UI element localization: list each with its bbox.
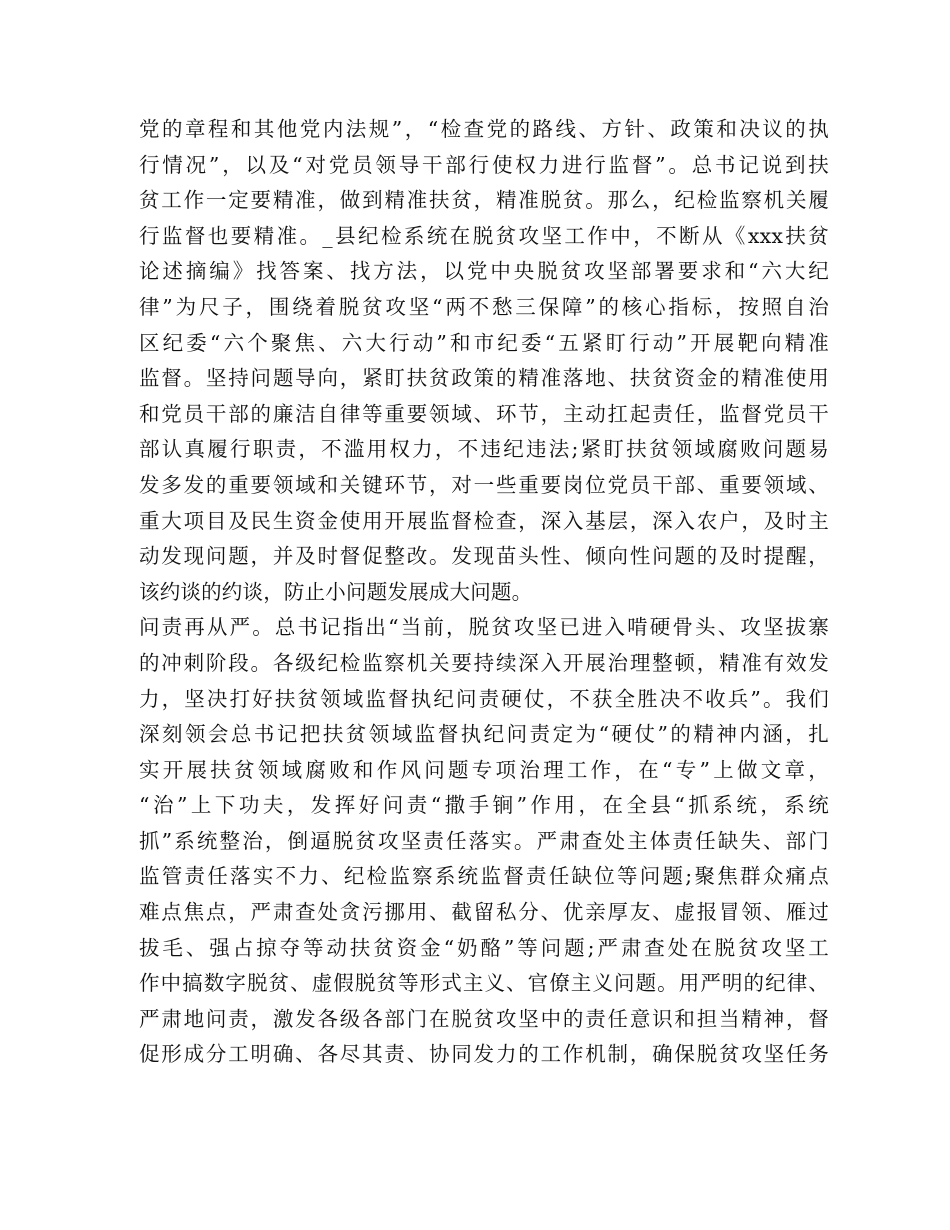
body-text [139,112,829,1073]
text-line: 促形成分工明确、各尽其责、协同发力的工作机制，确保脱贫攻坚任务 [139,1042,829,1067]
text-line: 的冲刺阶段。各级纪检监察机关要持续深入开展治理整顿，精准有效发 [139,650,829,675]
text-line: 行情况”，以及“对党员领导干部行使权力进行监督”。总书记说到扶 [139,152,829,177]
text-line: 论述摘编》找答案、找方法，以党中央脱贫攻坚部署要求和“六大纪 [139,259,829,284]
text-line: 深刻领会总书记把扶贫领域监督执纪问责定为“硬仗”的精神内涵，扎 [139,722,829,747]
text-line: 部认真履行职责，不滥用权力，不违纪违法;紧盯扶贫领域腐败问题易 [139,437,829,462]
text-line: 律”为尺子，围绕着脱贫攻坚“两不愁三保障”的核心指标，按照自治 [139,294,829,319]
text-line: 拔毛、强占掠夺等动扶贫资金“奶酪”等问题;严肃查处在脱贫攻坚工 [139,935,829,960]
text-line: 区纪委“六个聚焦、六大行动”和市纪委“五紧盯行动”开展靶向精准 [139,330,829,355]
text-line: 和党员干部的廉洁自律等重要领域、环节，主动扛起责任，监督党员干 [139,401,829,426]
text-line: 行监督也要精准。_县纪检系统在脱贫攻坚工作中，不断从《xxx扶贫 [139,223,829,248]
text-line: 监督。坚持问题导向，紧盯扶贫政策的精准落地、扶贫资金的精准使用 [139,366,829,391]
text-line: 重大项目及民生资金使用开展监督检查，深入基层，深入农户，及时主 [139,508,829,533]
text-line: “治”上下功夫，发挥好问责“撒手锏”作用，在全县“抓系统，系统 [139,793,829,818]
text-line: 严肃地问责，激发各级各部门在脱贫攻坚中的责任意识和担当精神，督 [139,1006,829,1031]
text-line: 动发现问题，并及时督促整改。发现苗头性、倾向性问题的及时提醒， [139,544,829,569]
text-line: 力，坚决打好扶贫领域监督执纪问责硬仗，不获全胜决不收兵”。我们 [139,686,829,711]
text-line: 实开展扶贫领域腐败和作风问题专项治理工作，在“专”上做文章， [139,757,829,782]
text-line: 该约谈的约谈，防止小问题发展成大问题。 [139,579,533,604]
text-line: 问责再从严。总书记指出“当前，脱贫攻坚已进入啃硬骨头、攻坚拔寨 [139,615,829,640]
text-line: 抓”系统整治，倒逼脱贫攻坚责任落实。严肃查处主体责任缺失、部门 [139,828,829,853]
text-line: 难点焦点，严肃查处贪污挪用、截留私分、优亲厚友、虚报冒领、雁过 [139,900,829,925]
text-line: 监管责任落实不力、纪检监察系统监督责任缺位等问题;聚焦群众痛点 [139,864,829,889]
text-line: 贫工作一定要精准，做到精准扶贫，精准脱贫。那么，纪检监察机关履 [139,188,829,213]
paragraph-accountability [139,610,829,1073]
text-line: 党的章程和其他党内法规”，“检查党的路线、方针、政策和决议的执 [139,117,829,141]
paragraph-supervision [139,112,829,610]
text-line: 作中搞数字脱贫、虚假脱贫等形式主义、官僚主义问题。用严明的纪律、 [139,971,829,996]
text-line: 发多发的重要领域和关键环节，对一些重要岗位党员干部、重要领域、 [139,472,829,497]
